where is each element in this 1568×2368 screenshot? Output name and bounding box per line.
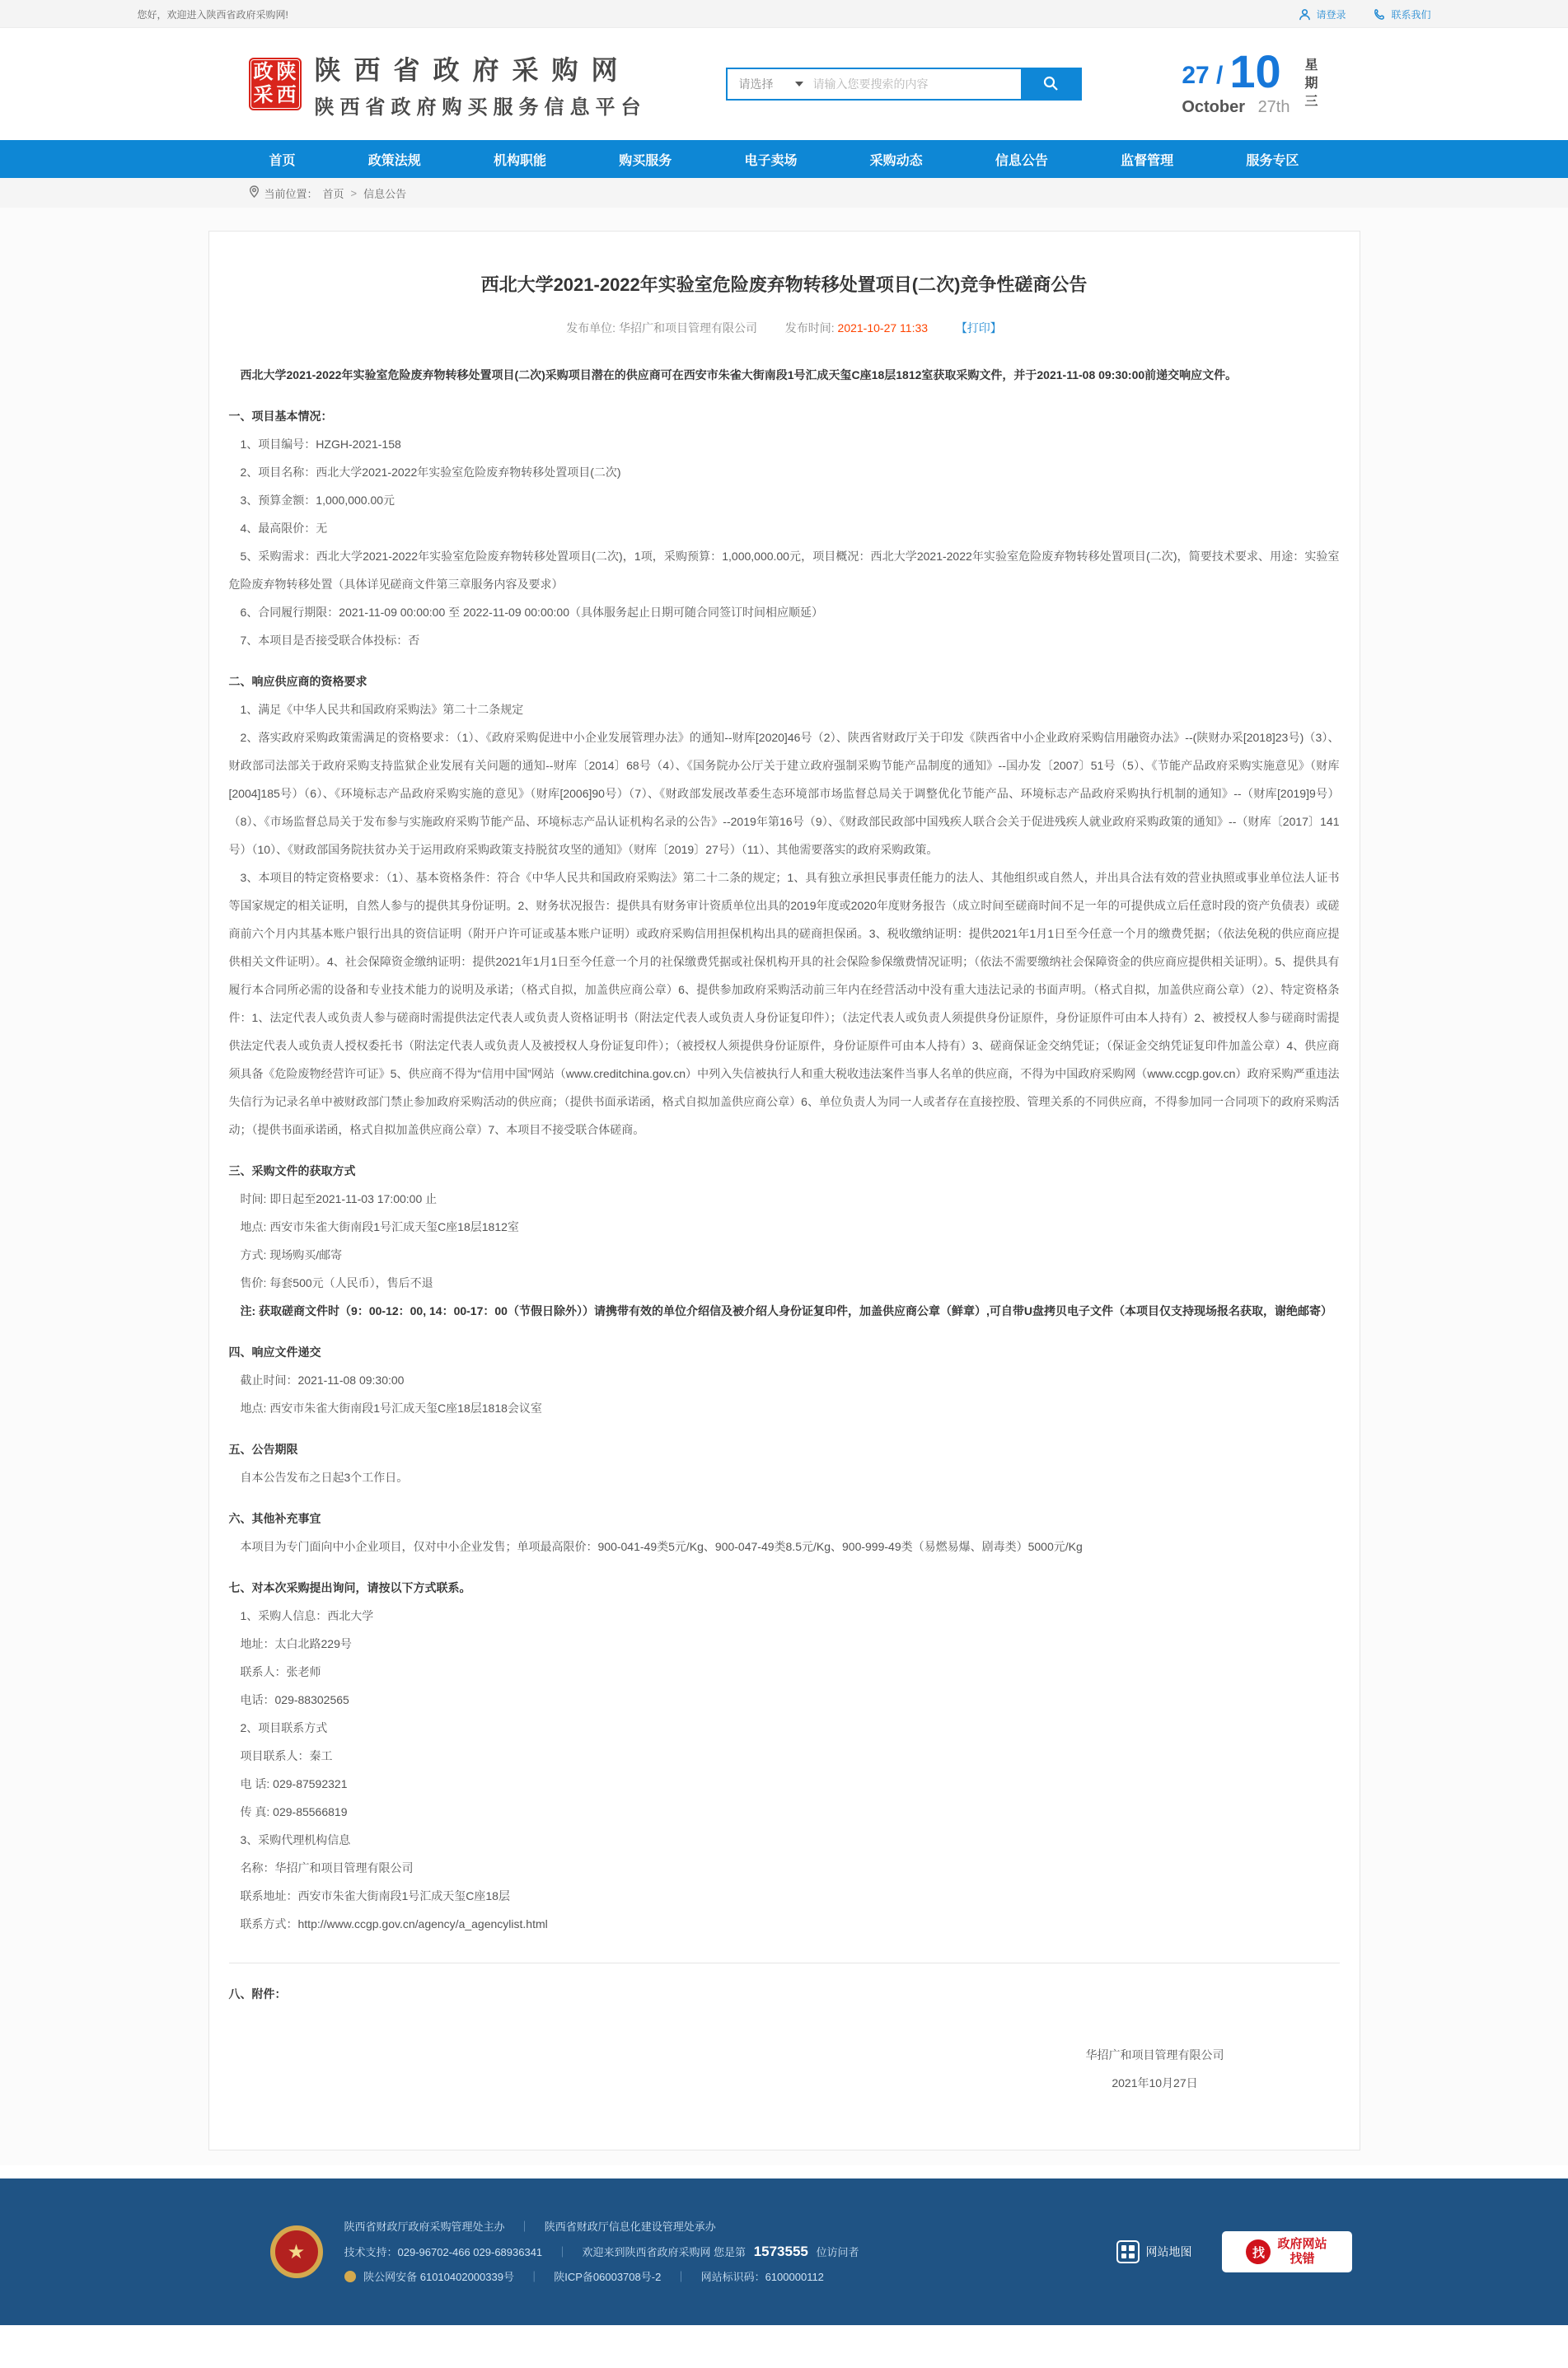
paragraph: 1、项目编号：HZGH-2021-158 (240, 438, 401, 451)
paragraph: 2、项目名称：西北大学2021-2022年实验室危险废弃物转移处置项目(二次) (240, 466, 621, 479)
logo-char: 政 (253, 61, 274, 83)
footer-organizer: 陕西省财政厅政府采购管理处主办 (344, 2220, 505, 2233)
search-icon (1042, 75, 1059, 94)
signature-block (229, 2041, 1340, 2097)
footer-visitor-suffix: 位访问者 (816, 2245, 859, 2258)
announcement-meta (229, 320, 1340, 336)
chevron-down-icon (795, 82, 803, 87)
paragraph: 1、采购人信息：西北大学 (240, 1609, 374, 1622)
paragraph: 3、本项目的特定资格要求：（1）、基本资格条件：符合《中华人民共和国政府采购法》第二十二条的规定；1、具有独立承担民事责任能力的法人、其他组织或自然人，并出具合法有效的营业执照或事业单位法人证书等国家规定的相关证明，自然人参与的提供其身份证明。2、财务状况报告：提供具有财务审计资质单位出具的2019年度或2020年度财务报告（成立时间至磋商时间不足一年的可提供成立后任意时段的资产负债表）或磋商前六个月内其基本账户银行出具的资信证明（附开户许可证或基本账户证明）或政府采购信用担保机构出具的磋商担保函。3、税收缴纳证明：提供2021年1月1日至今任意一个月的缴费凭据；（依法免税的供应商应提供相关文件证明）。4、社会保障资金缴纳证明：提供2021年1月1日至今任意一个月的社保缴费凭据或社保机构开具的社会保险参保缴费情况证明；（依法不需要缴纳社会保障资金的供应商应提供相关证明）。5、提供具有履行本合同所必需的设备和专业技术能力的说明及承诺；（格式自拟，加盖供应商公章）6、提供参加政府采购活动前三年内在经营活动中没有重大违法记录的书面声明。（格式自拟，加盖供应商公章）（2）、特定资格条件：1、法定代表人或负责人参与磋商时需提供法定代表人或负责人资格证明书（附法定代表人或负责人身份证复印件）；（法定代表人或负责人须提供身份证原件，身份证原件可由本人持有）2、被授权人参与磋商时需提供法定代表人或负责人授权委托书（附法定代表人或负责人及被授权人身份证复印件）；（被授权人须提供身份证原件，身份证原件可由本人持有）3、磋商保证金交纳凭证；（保证金交纳凭证复印件加盖公章）4、供应商须具备《危险废物经营许可证》5、供应商不得为“信用中国”网站（www.creditchina.gov.cn）中列入失信被执行人和重大税收违法案件当事人名单的供应商，不得为中国政府采购网（www.ccgp.gov.cn）政府采购严重违法失信行为记录名单中被财政部门禁止参加政府采购活动的供应商；（提供书面承诺函，格式自拟加盖供应商公章）6、单位负责人为同一人或者存在直接控股、管理关系的不同供应商，不得参加同一合同项下的政府采购活动；（提供书面承诺函，格式自拟加盖供应商公章）7、本项目不接受联合体磋商。 (228, 871, 1340, 1136)
search-input[interactable] (813, 69, 1021, 99)
phone-icon (1374, 8, 1386, 21)
print-button[interactable]: 【打印】 (955, 321, 1002, 335)
section-heading: 六、其他补充事宜 (228, 1512, 321, 1525)
signature-date: 2021年10月27日 (1112, 2076, 1198, 2090)
page-title: 西北大学2021-2022年实验室危险废弃物转移处置项目(二次)竞争性磋商公告 (480, 274, 1088, 295)
login-link[interactable] (1299, 7, 1346, 21)
login-label: 请登录 (1316, 8, 1346, 21)
footer-beian: 陕公网安备 61010402000339号 (363, 2270, 514, 2283)
contact-link[interactable] (1374, 7, 1430, 21)
paragraph: 7、本项目是否接受联合体投标：否 (240, 634, 420, 647)
date-month-en: October (1182, 97, 1245, 116)
footer-icp: 陕ICP备06003708号-2 (554, 2270, 662, 2283)
nav-item[interactable]: 首页 (269, 153, 296, 168)
paragraph: 电 话: 029-87592321 (240, 1777, 348, 1790)
nav-item[interactable]: 监督管理 (1121, 153, 1174, 168)
logo-char: 陕 (276, 61, 297, 83)
paragraph: 名称：华招广和项目管理有限公司 (240, 1861, 414, 1874)
search-box (726, 68, 1082, 101)
site-subtitle: 陕西省政府购买服务信息平台 (314, 96, 647, 119)
nav-item[interactable]: 机构职能 (493, 153, 546, 168)
welcome-text: 您好，欢迎进入陕西省政府采购网! (137, 8, 288, 21)
nav-item[interactable]: 电子卖场 (744, 153, 798, 168)
paragraph: 地点: 西安市朱雀大街南段1号汇成天玺C座18层1818会议室 (240, 1402, 542, 1415)
logo-char: 采 (253, 84, 274, 106)
main-nav (0, 140, 1568, 178)
police-badge-icon (344, 2271, 356, 2282)
visitor-count: 1573555 (753, 2243, 808, 2259)
breadcrumb-current[interactable]: 信息公告 (363, 187, 407, 200)
error-badge-line2: 找错 (1290, 2252, 1315, 2266)
footer-co-organizer: 陕西省财政厅信息化建设管理处承办 (544, 2220, 716, 2233)
breadcrumb (249, 178, 1320, 208)
error-badge-line1: 政府网站 (1277, 2237, 1327, 2251)
date-weekday: 星期三 (1304, 58, 1318, 109)
paragraph: 联系地址：西安市朱雀大街南段1号汇成天玺C座18层 (240, 1889, 510, 1902)
footer-site-code: 网站标识码：6100000112 (700, 2270, 824, 2283)
paragraph: 售价: 每套500元（人民币），售后不退 (240, 1276, 433, 1289)
gov-site-error-report-badge[interactable] (1222, 2231, 1352, 2272)
paragraph: 联系人：张老师 (240, 1665, 321, 1678)
user-icon (1299, 8, 1311, 21)
footer-welcome: 欢迎来到陕西省政府采购网 您是第 (582, 2245, 747, 2258)
paragraph: 2、落实政府采购政策需满足的资格要求：（1）、《政府采购促进中小企业发展管理办法》的通知--财库[2020]46号（2）、陕西省财政厅关于印发《陕西省中小企业政府采购信用融资办法》--(陕财办采[2018]23号)（3）、财政部司法部关于政府采购支持监狱企业发展有关问题的通知--财库〔2014〕68号（4）、《国务院办公厅关于建立政府强制采购节能产品制度的通知》--国办发〔2007〕51号（5）、《节能产品政府采购实施意见》（财库[2004]185号）（6）、《环境标志产品政府采购实施的意见》（财库[2006]90号）（7）、《财政部发展改革委生态环境部市场监督总局关于调整优化节能产品、环境标志产品政府采购执行机制的通知》--（财库[2019]9号）（8）、《市场监督总局关于发布参与实施政府采购节能产品、环境标志产品认证机构名录的公告》--2019年第16号（9）、《财政部民政部中国残疾人联合会关于促进残疾人就业政府采购政策的通知》--（财库〔2017〕141号）（10）、《财政部国务院扶贫办关于运用政府采购政策支持脱贫攻坚的通知》（财库〔2019〕27号）（11）、其他需要落实的政府采购政策。 (228, 731, 1340, 856)
search-button[interactable] (1021, 69, 1080, 99)
date-widget (1182, 45, 1319, 116)
publisher-value: 华招广和项目管理有限公司 (618, 321, 757, 335)
paragraph: 西北大学2021-2022年实验室危险废弃物转移处置项目(二次)采购项目潜在的供应商可在西安市朱雀大街南段1号汇成天玺C座18层1812室获取采购文件，并于2021-11-08 09:30:00前递交响应文件。 (240, 368, 1238, 381)
site-logo (249, 58, 302, 110)
nav-item[interactable]: 购买服务 (619, 153, 672, 168)
paragraph: 3、预算金额：1,000,000.00元 (240, 494, 396, 507)
paragraph: 4、最高限价：无 (240, 522, 328, 535)
section-heading: 四、响应文件递交 (228, 1345, 321, 1359)
paragraph: 地点: 西安市朱雀大街南段1号汇成天玺C座18层1812室 (240, 1220, 519, 1233)
logo-char: 西 (276, 84, 297, 106)
government-emblem-icon: ★ (270, 2225, 323, 2278)
footer-tech-support: 技术支持：029-96702-466 029-68936341 (344, 2245, 543, 2258)
location-pin-icon (249, 185, 260, 200)
paragraph: 1、满足《中华人民共和国政府采购法》第二十二条规定 (240, 703, 524, 716)
publisher-label: 发布单位: (566, 321, 619, 335)
error-report-icon: 找 (1246, 2239, 1271, 2264)
section-heading: 八、附件： (228, 1987, 287, 2001)
section-heading: 七、对本次采购提出询问，请按以下方式联系。 (228, 1581, 471, 1594)
publish-time-value: 2021-10-27 11:33 (837, 321, 929, 335)
date-day: 27 / (1182, 61, 1224, 89)
paragraph: 传 真: 029-85566819 (240, 1805, 348, 1818)
site-header (0, 28, 1568, 140)
paragraph: 时间: 即日起至2021-11-03 17:00:00 止 (240, 1192, 438, 1205)
section-heading: 一、项目基本情况： (228, 409, 333, 423)
paragraph: 5、采购需求：西北大学2021-2022年实验室危险废弃物转移处置项目(二次)，1项，采购预算：1,000,000.00元，项目概况：西北大学2021-2022年实验室危险废弃物转移处置项目(二次)，简要技术要求、用途：实验室危险废弃物转移处置（具体详见磋商文件第三章服务内容及要求） (228, 550, 1340, 591)
paragraph: 注: 获取磋商文件时（9：00-12：00, 14：00-17：00（节假日除外））请携带有效的单位介绍信及被介绍人身份证复印件，加盖供应商公章（鲜章）,可自带U盘拷贝电子文件（本项目仅支持现场报名获取，谢绝邮寄） (240, 1304, 1332, 1317)
breadcrumb-bar (0, 178, 1568, 208)
topbar (0, 0, 1568, 28)
footer-text (344, 2215, 859, 2290)
paragraph: 项目联系人：秦工 (240, 1749, 333, 1762)
date-day-en: 27th (1257, 97, 1290, 116)
breadcrumb-separator: > (350, 186, 358, 199)
footer-line-2: 技术支持：029-96702-466 029-68936341 ｜ 欢迎来到陕西省政府采购网 您是第 1573555 位访问者 (344, 2243, 859, 2259)
breadcrumb-label: 当前位置： (264, 187, 318, 200)
paragraph: 6、合同履行期限：2021-11-09 00:00:00 至 2022-11-09 00:00:00（具体服务起止日期可随合同签订时间相应顺延） (240, 606, 823, 619)
nav-item[interactable]: 政策法规 (367, 153, 421, 168)
sitemap-link[interactable] (1116, 2240, 1192, 2263)
site-title: 陕西省政府采购网 (314, 54, 631, 85)
paragraph: 本项目为专门面向中小企业项目，仅对中小企业发售；单项最高限价：900-041-49类5元/Kg、900-047-49类8.5元/Kg、900-999-49类（易燃易爆、剧毒类）5000元/Kg (240, 1540, 1083, 1553)
nav-item[interactable]: 采购动态 (869, 153, 923, 168)
paragraph: 截止时间：2021-11-08 09:30:00 (240, 1374, 405, 1387)
nav-item[interactable]: 服务专区 (1246, 153, 1299, 168)
contact-label: 联系我们 (1391, 8, 1431, 21)
paragraph: 联系方式：http://www.ccgp.gov.cn/agency/a_agencylist.html (240, 1917, 548, 1930)
paragraph: 自本公告发布之日起3个工作日。 (240, 1471, 409, 1484)
search-category-select[interactable] (728, 69, 813, 99)
date-month: 10 (1229, 45, 1281, 98)
section-heading: 二、响应供应商的资格要求 (228, 675, 367, 688)
signature-company: 华招广和项目管理有限公司 (1085, 2048, 1224, 2061)
section-heading: 五、公告期限 (228, 1443, 298, 1456)
site-footer (0, 2178, 1568, 2325)
paragraph: 地址：太白北路229号 (240, 1637, 352, 1650)
publish-time-label: 发布时间: (784, 321, 838, 335)
paragraph: 电话：029-88302565 (240, 1693, 349, 1706)
sitemap-label: 网站地图 (1145, 2245, 1192, 2258)
paragraph: 方式: 现场购买/邮寄 (240, 1248, 343, 1261)
paragraph: 2、项目联系方式 (240, 1721, 328, 1734)
footer-line-3: 陕公网安备 61010402000339号 ｜ 陕ICP备06003708号-2 ｜ 网站标识码：6100000112 (344, 2265, 859, 2290)
breadcrumb-home[interactable]: 首页 (322, 187, 344, 200)
section-heading: 三、采购文件的获取方式 (228, 1164, 356, 1177)
nav-item[interactable]: 信息公告 (995, 153, 1048, 168)
sitemap-grid-icon (1116, 2240, 1140, 2263)
search-select-label: 请选择 (738, 77, 774, 91)
nav-items (269, 140, 1299, 178)
announcement-body (229, 361, 1340, 2008)
paragraph: 3、采购代理机构信息 (240, 1833, 351, 1846)
announcement-panel (208, 231, 1360, 2150)
footer-line-1: 陕西省财政厅政府采购管理处主办 ｜ 陕西省财政厅信息化建设管理处承办 (344, 2220, 716, 2233)
